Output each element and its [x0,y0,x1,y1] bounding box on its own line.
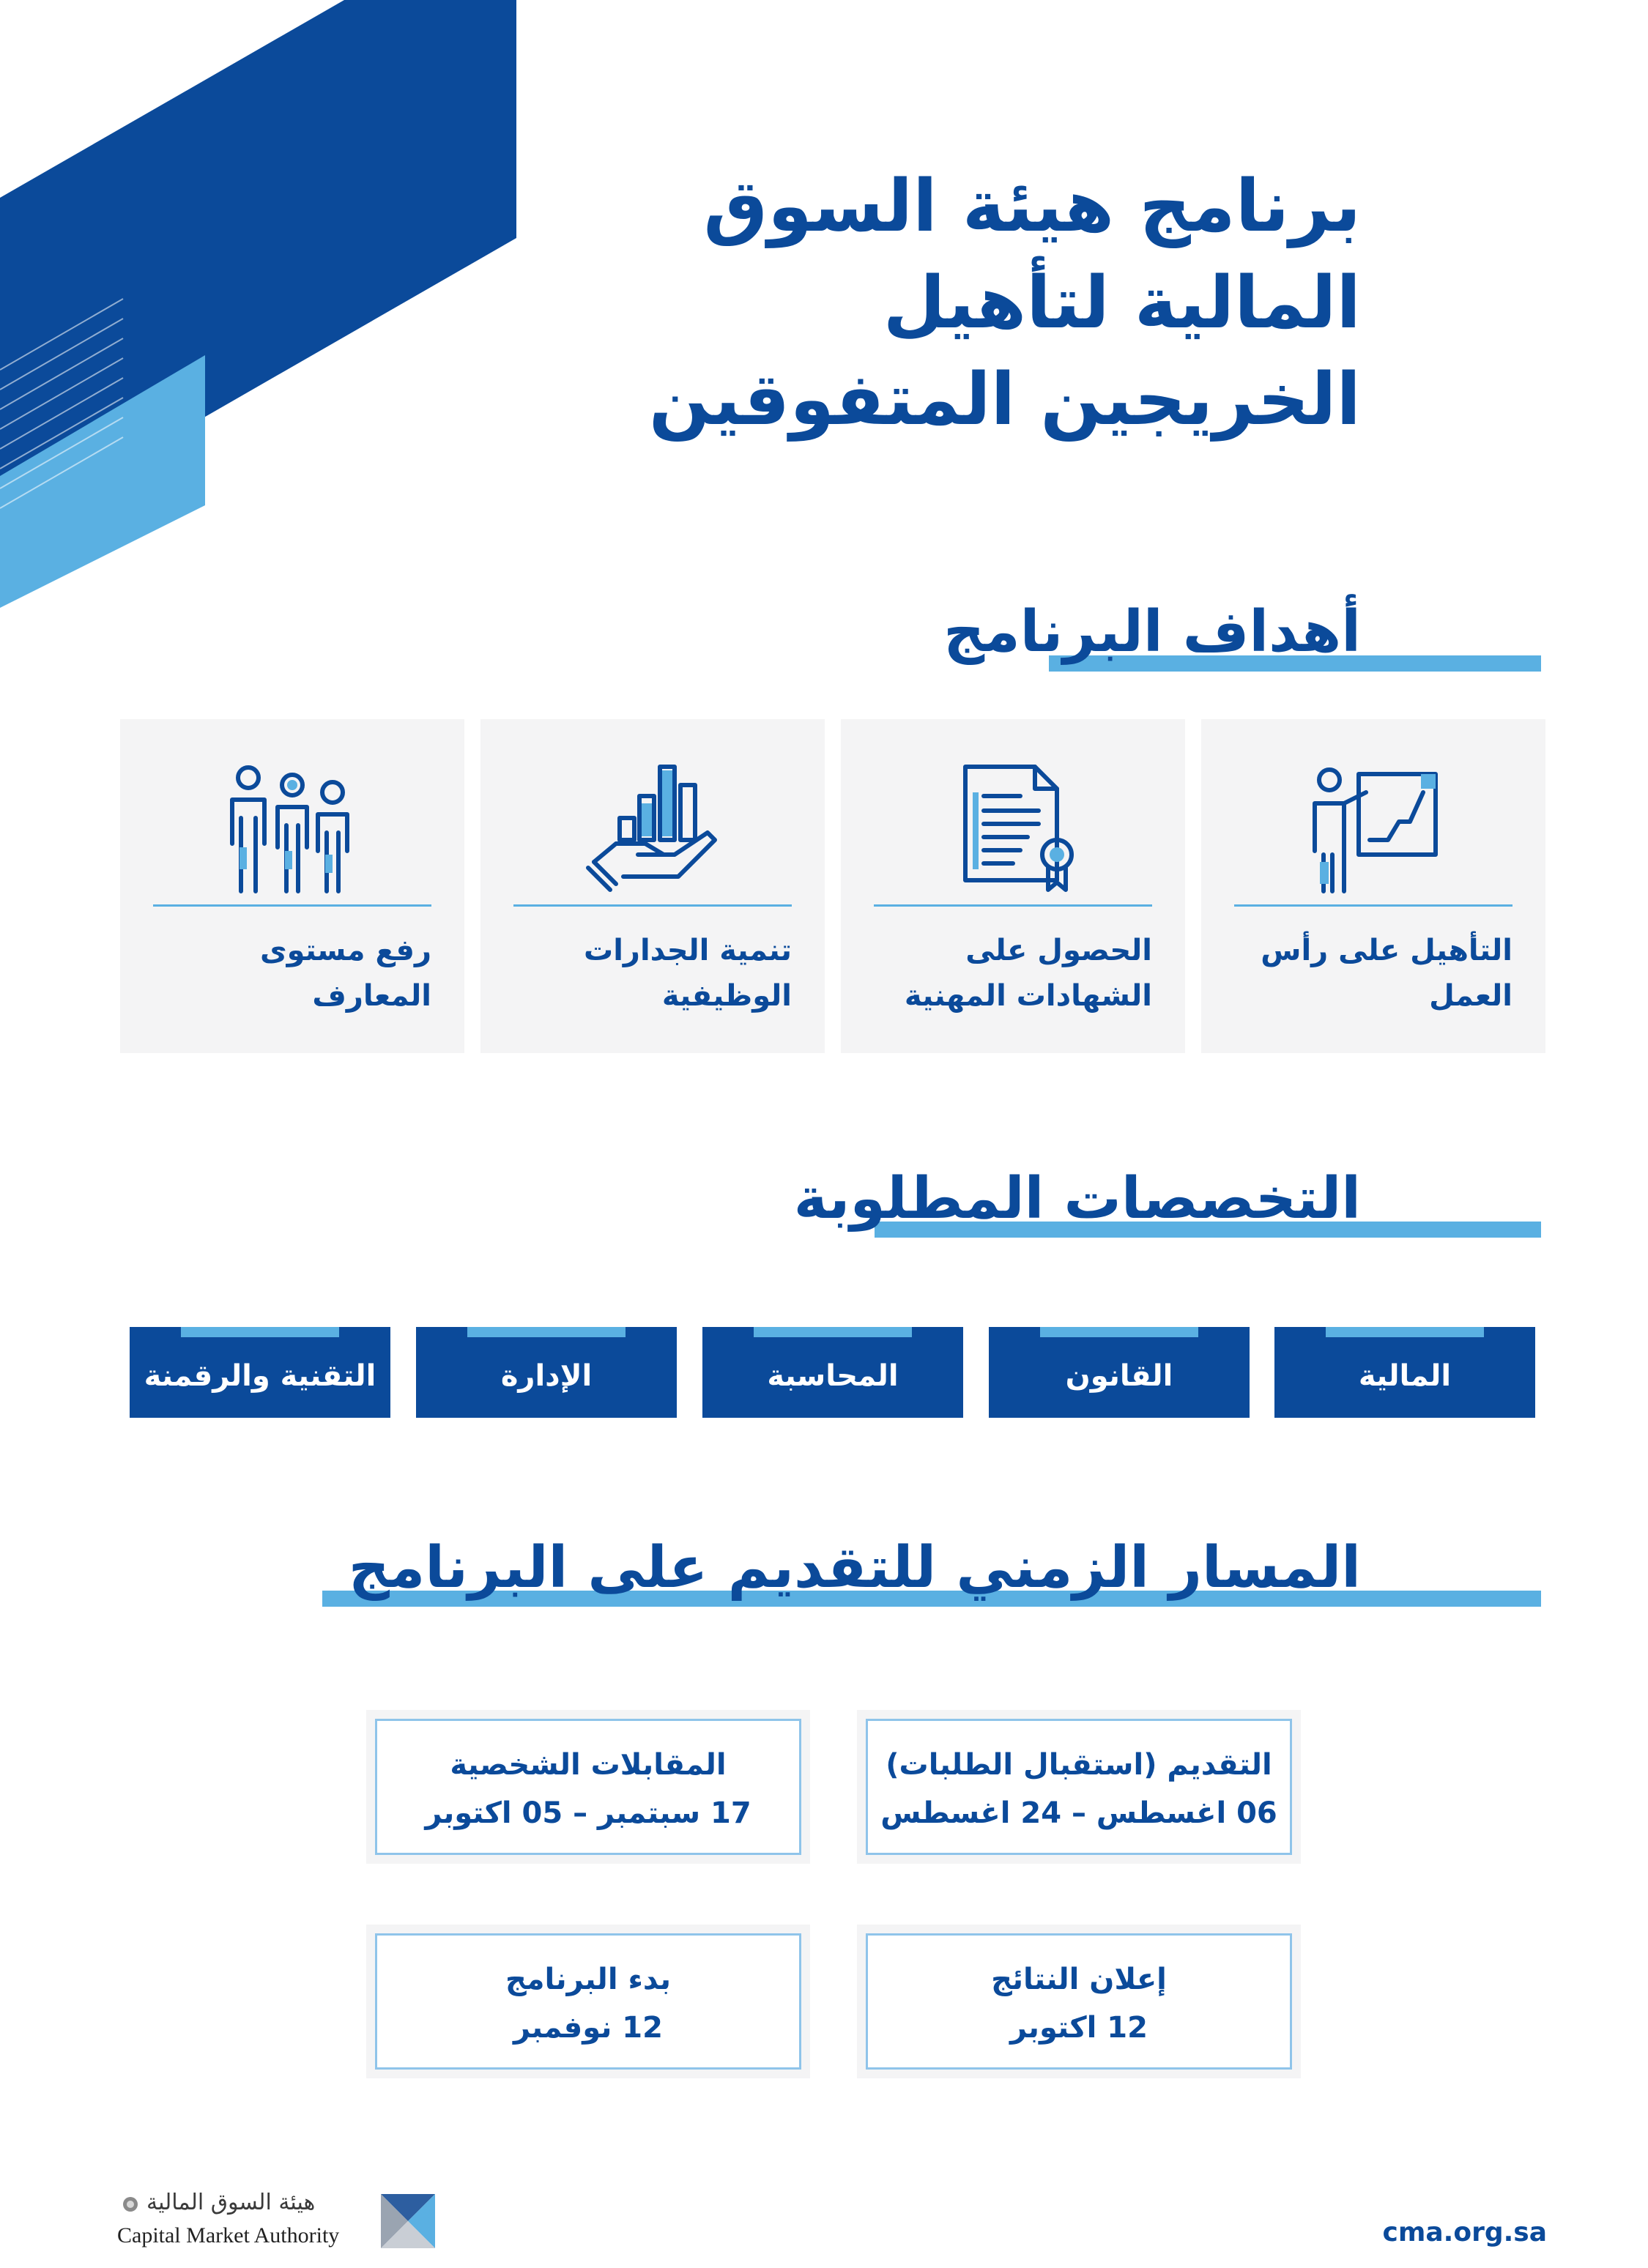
specializations-heading: التخصصات المطلوبة [793,1166,1361,1232]
people-group-icon [219,752,365,899]
goal-card-rule [874,904,1152,907]
decorative-banner [0,0,520,608]
timeline-step-start [366,1925,810,2078]
timeline-heading: المسار الزمني للتقديم على البرنامج [348,1535,1361,1601]
timeline-step-title: إعلان النتائج [991,1963,1167,1996]
goal-card-certificates [841,719,1185,1053]
specialization-label: القانون [1065,1359,1173,1393]
page-title [555,158,1361,448]
specialization-management [416,1327,677,1418]
specialization-technology [130,1327,390,1418]
goal-card-knowledge [120,719,464,1053]
goal-label [863,928,1152,1019]
goals-heading: أهداف البرنامج [943,599,1361,665]
title-line-2: المالية لتأهيل [883,261,1361,345]
org-name-english: Capital Market Authority [117,2223,340,2247]
specialization-tab-accent [1040,1327,1198,1337]
org-name-arabic: هيئة السوق المالية [146,2190,316,2215]
website-link[interactable]: cma.org.sa [1382,2217,1547,2247]
specialization-label: المحاسبة [767,1359,899,1393]
specialization-label: التقنية والرقمنة [144,1359,376,1393]
timeline-step-dates: 06 اغسطس – 24 اغسطس [880,1796,1277,1830]
goal-label-line-2: العمل [1429,979,1512,1013]
specialization-law [989,1327,1250,1418]
cma-emblem-icon [122,2196,139,2213]
goal-card-rule [153,904,431,907]
specialization-label: الإدارة [500,1359,593,1393]
cma-logo [117,2190,439,2256]
goal-label-line-1: تنمية الجدارات [584,934,792,967]
specialization-finance [1274,1327,1535,1418]
timeline-step-interviews [366,1710,810,1864]
timeline-step-dates: 12 اكتوبر [1010,2011,1148,2045]
specialization-tab-accent [467,1327,626,1337]
specialization-tab-accent [181,1327,339,1337]
hand-growth-chart-icon [579,752,726,899]
presenter-chart-icon [1300,752,1447,899]
specialization-accounting [702,1327,963,1418]
goal-label-line-2: الوظيفية [661,979,792,1013]
goal-label-line-1: الحصول على [965,934,1152,967]
specialization-tab-accent [754,1327,912,1337]
specialization-tab-accent [1326,1327,1484,1337]
timeline-step-title: التقديم (استقبال الطلبات) [886,1748,1272,1782]
timeline-step-results [857,1925,1301,2078]
goal-label-line-1: التأهيل على رأس [1261,934,1512,967]
goal-label-line-1: رفع مستوى [259,934,431,967]
goal-label [502,928,792,1019]
timeline-step-dates: 17 سبتمبر – 05 اكتوبر [425,1796,751,1830]
goal-card-rule [1234,904,1512,907]
title-line-3: الخريجين المتفوقين [648,358,1361,442]
certificate-icon [940,752,1086,899]
goal-label [1223,928,1512,1019]
goal-label [142,928,431,1019]
timeline-step-dates: 12 نوفمبر [513,2011,663,2045]
timeline-step-apply [857,1710,1301,1864]
title-line-1: برنامج هيئة السوق [703,165,1361,248]
goal-card-competencies [480,719,825,1053]
timeline-step-title: بدء البرنامج [505,1963,672,1996]
goal-card-rule [513,904,792,907]
timeline-step-title: المقابلات الشخصية [450,1748,727,1782]
cma-logo-mark-icon [379,2193,437,2250]
goal-label-line-2: المعارف [312,979,431,1013]
goal-label-line-2: الشهادات المهنية [904,979,1152,1013]
goal-card-onjob [1201,719,1545,1053]
specialization-label: المالية [1358,1359,1452,1393]
